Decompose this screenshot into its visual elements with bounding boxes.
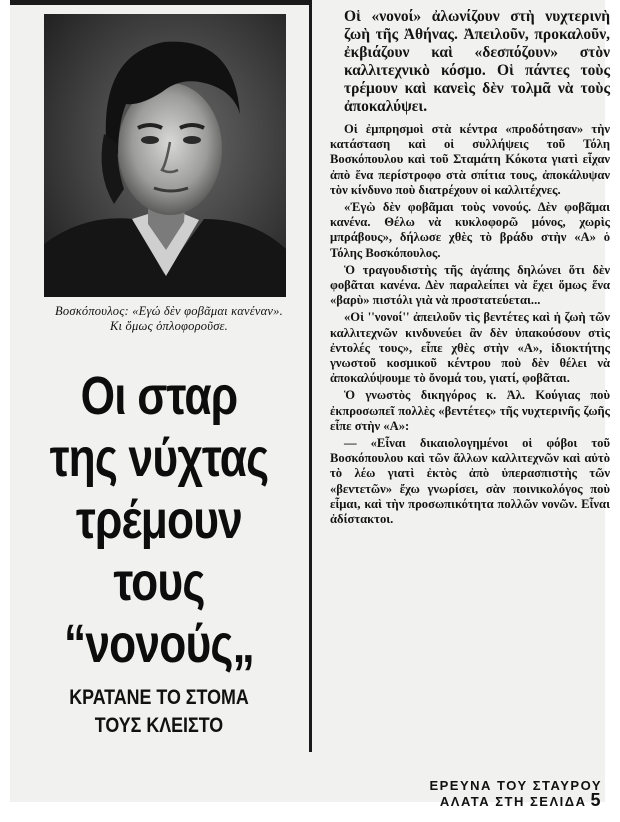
subheadline-line-2: ΤΟΥΣ ΚΛΕΙΣΤΟ bbox=[94, 714, 224, 737]
article-paragraph: Ὁ γνωστὸς δικηγόρος κ. Ἀλ. Κούγιας ποὺ ἐκπροσωπεῖ πολλὲς «βεντέτες» τῆς νυχτερινῆς ζωῆς εἶπε στὴν «Α»: bbox=[330, 388, 610, 433]
article-paragraph: Ὁ τραγουδιστὴς τῆς ἀγάπης δηλώνει ὅτι δὲν φοβᾶται κανένα. Δὲν παραλείπει νὰ ἔχει ὅμως ἕνα «βαρὺ» πιστόλι γιὰ νὰ προστατεύεται... bbox=[330, 262, 610, 308]
headline-line: τρέμουν bbox=[76, 490, 242, 550]
subheadline-line-1: ΚΡΑΤΑΝΕ ΤΟ ΣΤΟΜΑ bbox=[69, 686, 249, 709]
article-paragraph: «Οἱ ''νονοί'' ἀπειλοῦν τὶς βεντέτες καὶ ἡ ζωὴ τῶν καλλιτεχνῶν κινδυνεύει ἂν δὲν ὑπακούσουν στὶς ἐντολές τους», εἶπε χθὲς στὴν «Α», ἰδιοκτήτης γνωστοῦ κοσμικοῦ κέντρου ποὺ δὲν θέλει νὰ ἀποκαλύψουμε τὸ ὄνομά του, γιατί, φοβᾶται. bbox=[330, 310, 610, 386]
article-lead: Οἱ «νονοί» ἀλωνίζουν στὴ νυχτερινὴ ζωὴ τῆς Ἀθήνας. Ἀπειλοῦν, προκαλοῦν, ἐκβιάζουν καὶ «δεσπόζουν» στὸν καλλιτεχνικὸ κόσμο. Οἱ πάντες τοὺς τρέμουν καὶ κανεὶς δὲν τολμᾶ νὰ τοὺς ἀποκαλύψει. bbox=[344, 8, 610, 115]
subheadline bbox=[36, 684, 283, 740]
portrait-photo bbox=[44, 14, 286, 297]
continued-page-number: 5 bbox=[590, 790, 602, 810]
headline-line: τους bbox=[113, 552, 205, 612]
photo-caption: Βοσκόπουλος: «Εγώ δὲν φοβᾶμαι κανέναν». Κι ὅμως ὁπλοφοροῦσε. bbox=[55, 304, 283, 333]
article-paragraph: — «Εἶναι δικαιολογημένοι οἱ φόβοι τοῦ Βοσκόπουλου καὶ τῶν ἄλλων καλλιτεχνῶν καὶ αὐτὸ τὸ λέω γιατὶ ἐκτὸς ἀπὸ ὑπερασπιστὴς τῶν «βεντετῶν» ἔχω γνωρίσει, σὰν ποινικολόγος ποὺ εἶμαι, καὶ τὴν προσωπικότητα πολλῶν νονῶν. Εἶναι ἀδίστακτοι. bbox=[330, 436, 610, 527]
headline-line: “νονούς„ bbox=[64, 614, 254, 674]
article-paragraph: Οἱ ἐμπρησμοὶ στὰ κέντρα «προδότησαν» τὴν κατάσταση καὶ οἱ συλλήψεις τοῦ Τόλη Βοσκόπουλου καὶ τοῦ Σταμάτη Κόκοτα γιατὶ εἶχαν ἀπὸ ἕνα περίστροφο στὰ σπίτια τους, ἀποκάλυψαν τὸν κίνδυνο ποὺ διατρέχουν οἱ καλλιτέχνες. bbox=[330, 122, 610, 197]
byline-footer bbox=[340, 778, 602, 809]
article-paragraph: «Ἐγὼ δὲν φοβᾶμαι τοὺς νονούς. Δὲν φοβᾶμαι κανένα. Θέλω νὰ κυκλοφορῶ μόνος, χωρὶς μπράβους», δήλωσε χθὲς τὸ βράδυ στὴν «Α» ὁ Τόλης Βοσκόπουλος. bbox=[330, 200, 610, 260]
article-body bbox=[330, 8, 610, 529]
headline-line: Οι σταρ bbox=[80, 366, 238, 426]
continued-text: ΑΛΑΤΑ ΣΤΗ ΣΕΛΙΔΑ bbox=[439, 794, 587, 809]
byline: ΕΡΕΥΝΑ ΤΟΥ ΣΤΑΥΡΟΥ bbox=[429, 778, 602, 793]
column-divider bbox=[309, 0, 312, 752]
continued-note bbox=[340, 790, 602, 810]
headline-line: της νύχτας bbox=[49, 428, 269, 488]
headline bbox=[14, 365, 304, 675]
top-rule bbox=[10, 0, 310, 5]
portrait-illustration bbox=[44, 14, 286, 297]
